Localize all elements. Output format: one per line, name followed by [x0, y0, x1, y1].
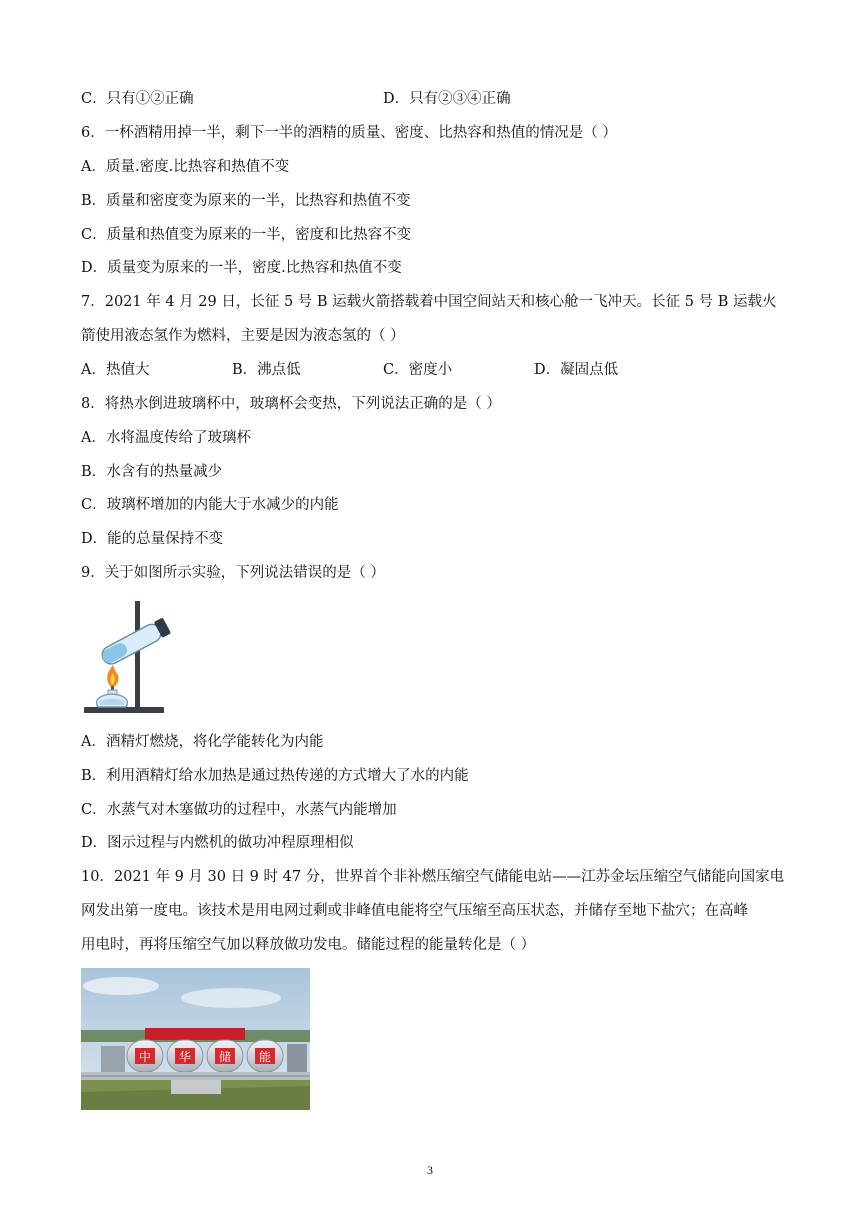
- q10-stem-line3: 用电时，再将压缩空气加以释放做功发电。储能过程的能量转化是（ ）: [81, 937, 536, 953]
- q7-stem-line2: 箭使用液态氢作为燃料，主要是因为液态氢的（ ）: [81, 328, 405, 344]
- q7-option-d: D．凝固点低: [534, 362, 619, 378]
- q9-option-d: D．图示过程与内燃机的做功冲程原理相似: [81, 835, 354, 851]
- q9-option-b: B．利用酒精灯给水加热是通过热传递的方式增大了水的内能: [81, 768, 469, 784]
- sign-char-2: 华: [178, 1050, 192, 1064]
- alcohol-lamp-apparatus-icon: [82, 597, 184, 715]
- q6-option-b: B．质量和密度变为原来的一半，比热容和热值不变: [81, 193, 411, 209]
- q5-option-d: D．只有②③④正确: [383, 91, 511, 107]
- q9-stem: 9．关于如图所示实验，下列说法错误的是（ ）: [81, 565, 385, 581]
- q8-option-c: C．玻璃杯增加的内能大于水减少的内能: [81, 497, 339, 513]
- alcohol-lamp-experiment-figure: [82, 597, 184, 715]
- q6-option-d: D．质量变为原来的一半，密度.比热容和热值不变: [81, 260, 402, 276]
- q10-stem-line1: 10．2021 年 9 月 30 日 9 时 47 分，世界首个非补燃压缩空气储能电站——江苏金坛压缩空气储能向国家电: [81, 869, 785, 885]
- q7-option-a: A．热值大: [81, 362, 150, 378]
- q6-option-a: A．质量.密度.比热容和热值不变: [81, 159, 290, 175]
- sign-char-3: 储: [218, 1050, 232, 1064]
- energy-storage-station-photo: [81, 968, 310, 1110]
- q8-option-b: B．水含有的热量减少: [81, 464, 223, 480]
- q6-stem: 6．一杯酒精用掉一半，剩下一半的酒精的质量、密度、比热容和热值的情况是（ ）: [81, 125, 617, 141]
- q7-stem-line1: 7．2021 年 4 月 29 日，长征 5 号 B 运载火箭搭载着中国空间站天和核心舱一飞冲天。长征 5 号 B 运载火: [81, 294, 777, 310]
- q9-option-c: C．水蒸气对木塞做功的过程中，水蒸气内能增加: [81, 802, 397, 818]
- q8-stem: 8．将热水倒进玻璃杯中，玻璃杯会变热，下列说法正确的是（ ）: [81, 396, 501, 412]
- sign-char-4: 能: [258, 1050, 272, 1064]
- q5-option-c: C．只有①②正确: [81, 91, 194, 107]
- sign-char-1: 中: [138, 1050, 152, 1064]
- q8-option-d: D．能的总量保持不变: [81, 531, 224, 547]
- q6-option-c: C．质量和热值变为原来的一半，密度和比热容不变: [81, 227, 412, 243]
- q8-option-a: A．水将温度传给了玻璃杯: [81, 430, 251, 446]
- q7-option-c: C．密度小: [383, 362, 453, 378]
- storage-station-image-icon: [81, 968, 310, 1110]
- q9-option-a: A．酒精灯燃烧，将化学能转化为内能: [81, 734, 324, 750]
- page-number: 3: [427, 1163, 433, 1177]
- q7-option-b: B．沸点低: [232, 362, 301, 378]
- q10-stem-line2: 网发出第一度电。该技术是用电网过剩或非峰值电能将空气压缩至高压状态，并储存至地下盐穴；在高峰: [81, 903, 748, 919]
